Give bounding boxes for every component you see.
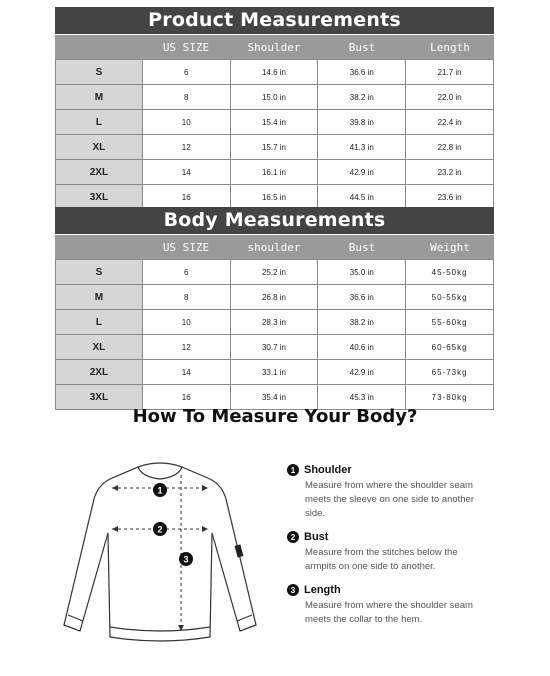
instruction-description: Measure from the stitches below the armpits on one side to another. (305, 547, 458, 572)
size-cell: S (55, 260, 143, 284)
instruction-description: Measure from where the shoulder seam meets the collar to the hem. (305, 600, 473, 625)
table-cell: 28.3 in (231, 310, 319, 334)
bust-arrow-left (112, 526, 118, 532)
instruction-length (287, 584, 487, 627)
instruction-description: Measure from where the shoulder seam meets the sleeve on one side to another side. (305, 480, 475, 519)
table-cell: 14.6 in (231, 60, 319, 84)
header-shoulder: Shoulder (247, 40, 301, 54)
size-cell: 3XL (55, 185, 143, 209)
instruction-heading: Shoulder (304, 464, 352, 476)
size-cell: M (55, 285, 143, 309)
table-cell: 73-80kg (406, 385, 494, 409)
table-cell: 30.7 in (231, 335, 319, 359)
table-cell: 22.8 in (406, 135, 494, 159)
size-cell: 2XL (55, 360, 143, 384)
number-badge: 2 (287, 531, 299, 543)
table-cell: 50-55kg (406, 285, 494, 309)
table-cell: 14 (143, 160, 231, 184)
table-row (55, 359, 494, 384)
table-cell: 44.5 in (318, 185, 406, 209)
table-row (55, 309, 494, 334)
shirt-collar (138, 463, 182, 479)
number-badge: 1 (287, 464, 299, 476)
instruction-heading: Length (304, 584, 341, 596)
how-to-measure-title: How To Measure Your Body? (132, 406, 418, 427)
marker-2-label: 2 (157, 524, 163, 535)
header-bust: Bust (348, 240, 376, 254)
marker-1-label: 1 (157, 485, 163, 496)
table-cell: 60-65kg (406, 335, 494, 359)
table-row (55, 84, 494, 109)
table-row (55, 284, 494, 309)
table-cell: 8 (143, 85, 231, 109)
table-cell: 35.4 in (231, 385, 319, 409)
size-cell: M (55, 85, 143, 109)
table-cell: 35.0 in (318, 260, 406, 284)
table-cell: 42.9 in (318, 360, 406, 384)
table-cell: 38.2 in (318, 85, 406, 109)
table-row (55, 109, 494, 134)
table-row (55, 134, 494, 159)
header-length: Length (430, 40, 470, 54)
shoulder-arrow-right (202, 485, 208, 491)
table-cell: 22.0 in (406, 85, 494, 109)
table-cell: 16 (143, 185, 231, 209)
header-size (55, 35, 142, 59)
instruction-bust (287, 531, 487, 574)
product-table-title: Product Measurements (55, 7, 494, 34)
marker-3-label: 3 (183, 554, 189, 565)
table-cell: 33.1 in (231, 360, 319, 384)
table-cell: 38.2 in (318, 310, 406, 334)
table-cell: 21.7 in (406, 60, 494, 84)
table-cell: 10 (143, 310, 231, 334)
table-cell: 39.8 in (318, 110, 406, 134)
table-cell: 16 (143, 385, 231, 409)
instruction-heading: Bust (304, 531, 329, 543)
table-cell: 42.9 in (318, 160, 406, 184)
size-cell: XL (55, 135, 143, 159)
left-cuff (64, 625, 80, 631)
header-bust: Bust (348, 40, 376, 54)
table-cell: 15.4 in (231, 110, 319, 134)
header-size (55, 235, 142, 259)
measurement-instructions (287, 464, 487, 637)
table-cell: 23.6 in (406, 185, 494, 209)
table-row (55, 59, 494, 84)
instruction-shoulder (287, 464, 487, 521)
product-measurements-table (55, 7, 494, 210)
hem-seam (110, 627, 210, 631)
header-shoulder: shoulder (247, 240, 301, 254)
body-table-title: Body Measurements (55, 207, 494, 234)
size-cell: S (55, 60, 143, 84)
table-cell: 15.7 in (231, 135, 319, 159)
table-cell: 55-60kg (406, 310, 494, 334)
header-weight: Weight (430, 240, 470, 254)
table-cell: 8 (143, 285, 231, 309)
table-cell: 23.2 in (406, 160, 494, 184)
table-cell: 10 (143, 110, 231, 134)
table-cell: 15.0 in (231, 85, 319, 109)
left-cuff-seam (68, 615, 83, 621)
table-cell: 40.6 in (318, 335, 406, 359)
table-cell: 45.3 in (318, 385, 406, 409)
table-cell: 41.3 in (318, 135, 406, 159)
body-measurements-table (55, 207, 494, 410)
table-cell: 6 (143, 260, 231, 284)
table-row (55, 334, 494, 359)
table-cell: 12 (143, 335, 231, 359)
number-badge: 3 (287, 584, 299, 596)
size-cell: 3XL (55, 385, 143, 409)
bust-arrow-right (202, 526, 208, 532)
shoulder-arrow-left (112, 485, 118, 491)
table-row (55, 159, 494, 184)
table-cell: 25.2 in (231, 260, 319, 284)
shirt-diagram (50, 455, 260, 655)
table-cell: 14 (143, 360, 231, 384)
table-cell: 12 (143, 135, 231, 159)
size-cell: XL (55, 335, 143, 359)
table-cell: 36.6 in (318, 60, 406, 84)
header-us-size: US SIZE (162, 240, 210, 254)
table-cell: 45-50kg (406, 260, 494, 284)
product-table-header (55, 34, 494, 59)
table-cell: 6 (143, 60, 231, 84)
size-cell: L (55, 110, 143, 134)
table-cell: 16.5 in (231, 185, 319, 209)
table-row (55, 259, 494, 284)
sleeve-patch (235, 544, 244, 557)
right-cuff-seam (237, 615, 252, 621)
body-table-header (55, 234, 494, 259)
table-cell: 16.1 in (231, 160, 319, 184)
table-cell: 36.6 in (318, 285, 406, 309)
table-cell: 26.8 in (231, 285, 319, 309)
table-cell: 22.4 in (406, 110, 494, 134)
size-cell: 2XL (55, 160, 143, 184)
size-cell: L (55, 310, 143, 334)
header-us-size: US SIZE (162, 40, 210, 54)
right-cuff (240, 625, 256, 631)
table-cell: 65-73kg (406, 360, 494, 384)
